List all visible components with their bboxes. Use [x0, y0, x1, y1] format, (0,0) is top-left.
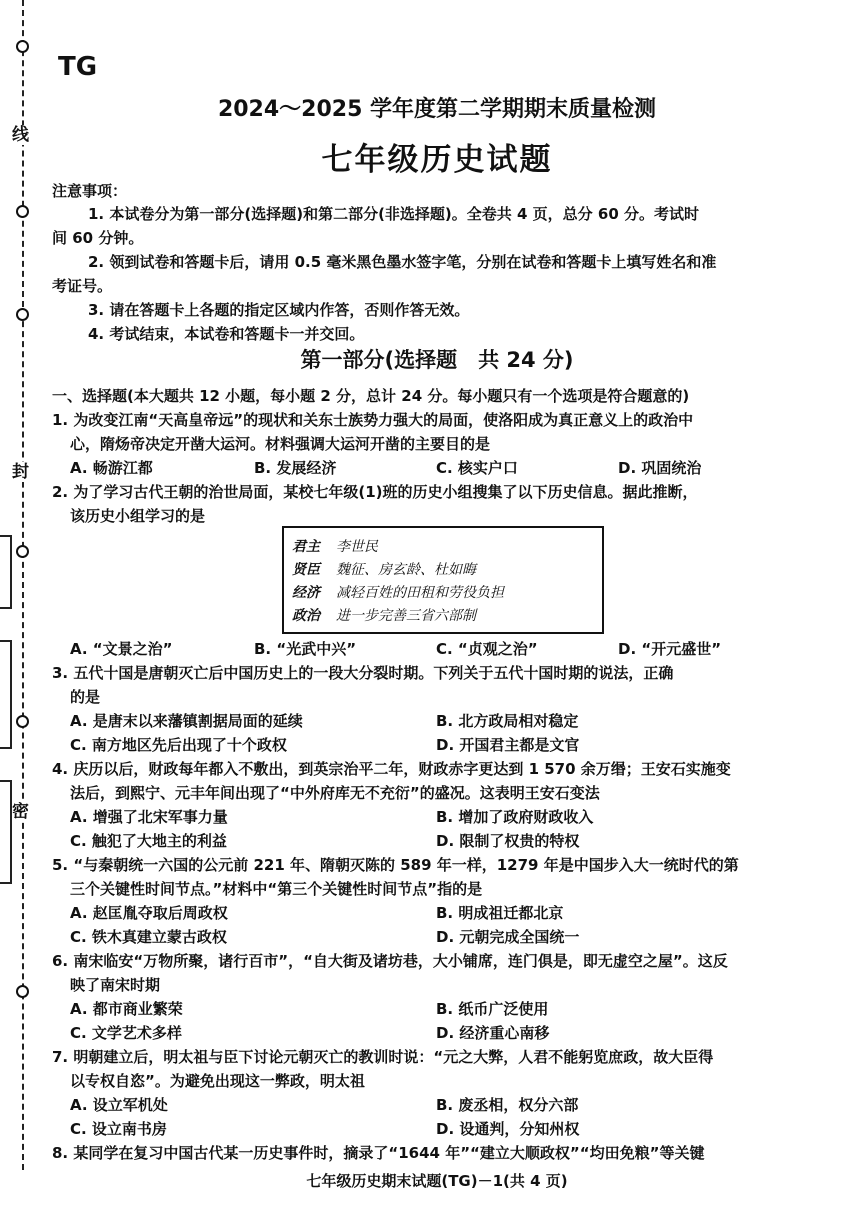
page-footer: 七年级历史期末试题(TG)－1(共 4 页) — [306, 1172, 568, 1190]
binding-field-box — [0, 535, 12, 609]
binding-hole — [16, 40, 29, 53]
question-5-option-a[interactable]: A. 赵匡胤夺取后周政权 — [70, 904, 228, 922]
question-1-text: 心，隋炀帝决定开凿大运河。材料强调大运河开凿的主要目的是 — [70, 435, 491, 453]
section-title: 第一部分(选择题 共 24 分) — [300, 348, 574, 372]
question-3-text: 3. 五代十国是唐朝灭亡后中国历史上的一段大分裂时期。下列关于五代十国时期的说法，正确 — [52, 664, 674, 682]
binding-hole — [16, 205, 29, 218]
question-3-text: 的是 — [70, 688, 101, 706]
question-6-option-b[interactable]: B. 纸币广泛使用 — [436, 1000, 549, 1018]
binding-hole — [16, 985, 29, 998]
question-4-text: 4. 庆历以后，财政每年都入不敷出，到英宗治平二年，财政赤字更达到 1 570 余万缗；王安石实施变 — [52, 760, 731, 778]
question-1-text: 1. 为改变江南“天高皇帝远”的现状和关东士族势力强大的局面，使洛阳成为真正意义上的政治中 — [52, 411, 694, 429]
info-row: 经济 减轻百姓的田租和劳役负担 — [292, 585, 504, 601]
info-row: 贤臣 魏征、房玄龄、杜如晦 — [292, 562, 476, 578]
question-2-option-b[interactable]: B. “光武中兴” — [254, 640, 357, 658]
question-7-text: 以专权自恣”。为避免出现这一弊政，明太祖 — [70, 1072, 365, 1090]
section-intro: 一、选择题(本大题共 12 小题，每小题 2 分，总计 24 分。每小题只有一个选项是符合题意的) — [52, 387, 690, 405]
notice-heading: 注意事项： — [52, 182, 128, 200]
question-6-option-a[interactable]: A. 都市商业繁荣 — [70, 1000, 183, 1018]
binding-field-box — [0, 780, 12, 884]
question-4-option-a[interactable]: A. 增强了北宋军事力量 — [70, 808, 228, 826]
question-6-text: 映了南宋时期 — [70, 976, 161, 994]
question-6-option-c[interactable]: C. 文学艺术多样 — [70, 1024, 182, 1042]
question-4-text: 法后，到熙宁、元丰年间出现了“中外府库无不充衍”的盛况。这表明王安石变法 — [70, 784, 600, 802]
notice-line: 4. 考试结束，本试卷和答题卡一并交回。 — [88, 325, 365, 343]
question-5-option-c[interactable]: C. 铁木真建立蒙古政权 — [70, 928, 227, 946]
question-2-option-a[interactable]: A. “文景之治” — [70, 640, 173, 658]
binding-label-mi: 密 — [12, 802, 29, 822]
question-4-option-b[interactable]: B. 增加了政府财政收入 — [436, 808, 594, 826]
question-2-text: 2. 为了学习古代王朝的治世局面，某校七年级(1)班的历史小组搜集了以下历史信息。据此推断， — [52, 483, 698, 501]
question-1-option-c[interactable]: C. 核实户口 — [436, 459, 518, 477]
question-1-option-b[interactable]: B. 发展经济 — [254, 459, 337, 477]
question-4-option-d[interactable]: D. 限制了权贵的特权 — [436, 832, 580, 850]
question-5-option-d[interactable]: D. 元朝完成全国统一 — [436, 928, 580, 946]
binding-hole — [16, 308, 29, 321]
info-row: 君主 李世民 — [292, 539, 378, 555]
notice-line: 间 60 分钟。 — [52, 229, 144, 247]
question-3-option-b[interactable]: B. 北方政局相对稳定 — [436, 712, 579, 730]
question-6-text: 6. 南宋临安“万物所聚，诸行百市”，“自大街及诸坊巷，大小铺席，连门俱是，即无虚空之屋”。这反 — [52, 952, 728, 970]
binding-label-feng: 封 — [12, 462, 29, 482]
question-5-option-b[interactable]: B. 明成祖迁都北京 — [436, 904, 564, 922]
question-5-text: 三个关键性时间节点。”材料中“第三个关键性时间节点”指的是 — [70, 880, 483, 898]
question-2-text: 该历史小组学习的是 — [70, 507, 206, 525]
question-7-option-a[interactable]: A. 设立军机处 — [70, 1096, 168, 1114]
exam-code: TG — [58, 52, 98, 82]
exam-title: 2024～2025 学年度第二学期期末质量检测 — [217, 97, 657, 122]
question-1-option-a[interactable]: A. 畅游江都 — [70, 459, 153, 477]
question-8-text: 8. 某同学在复习中国古代某一历史事件时，摘录了“1644 年”“建立大顺政权”“均田免粮”等关键 — [52, 1144, 705, 1162]
exam-subject-title: 七年级历史试题 — [321, 142, 553, 178]
question-7-option-d[interactable]: D. 设通判，分知州权 — [436, 1120, 580, 1138]
question-3-option-a[interactable]: A. 是唐末以来藩镇割据局面的延续 — [70, 712, 303, 730]
question-3-option-d[interactable]: D. 开国君主都是文官 — [436, 736, 580, 754]
question-2-option-d[interactable]: D. “开元盛世” — [618, 640, 722, 658]
question-6-option-d[interactable]: D. 经济重心南移 — [436, 1024, 550, 1042]
binding-hole — [16, 545, 29, 558]
notice-line: 1. 本试卷分为第一部分(选择题)和第二部分(非选择题)。全卷共 4 页，总分 60 分。考试时 — [88, 205, 699, 223]
question-4-option-c[interactable]: C. 触犯了大地主的利益 — [70, 832, 227, 850]
info-row: 政治 进一步完善三省六部制 — [292, 608, 476, 624]
binding-label-xian: 线 — [12, 125, 29, 145]
notice-line: 考证号。 — [52, 277, 113, 295]
question-5-text: 5. “与秦朝统一六国的公元前 221 年、隋朝灭陈的 589 年一样，1279 年是中国步入大一统时代的第 — [52, 856, 739, 874]
question-3-option-c[interactable]: C. 南方地区先后出现了十个政权 — [70, 736, 287, 754]
question-1-option-d[interactable]: D. 巩固统治 — [618, 459, 702, 477]
question-7-option-c[interactable]: C. 设立南书房 — [70, 1120, 167, 1138]
question-7-text: 7. 明朝建立后，明太祖与臣下讨论元朝灭亡的教训时说：“元之大弊，人君不能躬览庶政，故大臣得 — [52, 1048, 714, 1066]
binding-hole — [16, 715, 29, 728]
notice-line: 3. 请在答题卡上各题的指定区域内作答，否则作答无效。 — [88, 301, 470, 319]
notice-line: 2. 领到试卷和答题卡后，请用 0.5 毫米黑色墨水签字笔，分别在试卷和答题卡上填写姓名和准 — [88, 253, 717, 271]
question-2-info-box — [282, 526, 604, 634]
question-7-option-b[interactable]: B. 废丞相，权分六部 — [436, 1096, 579, 1114]
question-2-option-c[interactable]: C. “贞观之治” — [436, 640, 538, 658]
binding-field-box — [0, 640, 12, 749]
